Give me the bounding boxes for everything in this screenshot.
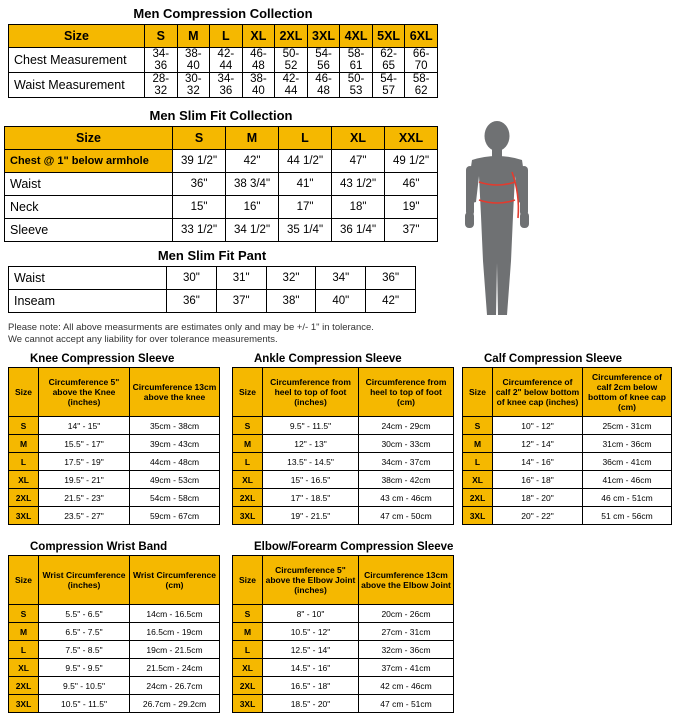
- col-header-cm: Circumference 13cm above the Elbow Joint: [359, 556, 454, 605]
- cell: 10.5" - 12": [263, 623, 359, 641]
- cell: 32cm - 36cm: [359, 641, 454, 659]
- ankle-title: Ankle Compression Sleeve: [254, 353, 402, 365]
- men-slim-fit-title: Men Slim Fit Collection: [149, 108, 293, 123]
- cell: 8" - 10": [263, 605, 359, 623]
- cell: 41cm - 46cm: [583, 471, 672, 489]
- calf-title: Calf Compression Sleeve: [484, 353, 623, 365]
- table-row: [9, 489, 220, 507]
- size-cell: M: [9, 435, 39, 453]
- row-label-chest: Chest @ 1" below armhole: [5, 150, 173, 173]
- cell: 30": [167, 267, 217, 290]
- row-label-waist: Waist: [9, 267, 167, 290]
- cell: 18" - 20": [493, 489, 583, 507]
- cell: 31": [216, 267, 266, 290]
- table-row: [233, 417, 454, 435]
- row-label-waist: Waist Measurement: [9, 73, 145, 98]
- cell: 15": [173, 196, 226, 219]
- cell: 18.5" - 20": [263, 695, 359, 713]
- col-header-xxl: XXL: [385, 127, 438, 150]
- table-row: [9, 435, 220, 453]
- col-header-2xl: 2XL: [275, 25, 308, 48]
- size-cell: S: [463, 417, 493, 435]
- table-row: [233, 677, 454, 695]
- table-row: [9, 73, 438, 98]
- cell: 13.5" - 14.5": [263, 453, 359, 471]
- cell: 14cm - 16.5cm: [130, 605, 220, 623]
- cell: 19": [385, 196, 438, 219]
- row-label-waist: Waist: [5, 173, 173, 196]
- cell: 21.5cm - 24cm: [130, 659, 220, 677]
- col-header-5xl: 5XL: [372, 25, 405, 48]
- table-row: [233, 435, 454, 453]
- size-cell: L: [233, 641, 263, 659]
- table-row: [233, 453, 454, 471]
- cell: 38-40: [242, 73, 275, 98]
- col-header-inches: Circumference 5" above the Knee (inches): [39, 368, 130, 417]
- cell: 18": [332, 196, 385, 219]
- col-header-s: S: [145, 25, 178, 48]
- size-cell: XL: [463, 471, 493, 489]
- cell: 17.5" - 19": [39, 453, 130, 471]
- table-row: [233, 507, 454, 525]
- cell: 30cm - 33cm: [359, 435, 454, 453]
- size-cell: L: [9, 453, 39, 471]
- cell: 23.5" - 27": [39, 507, 130, 525]
- size-cell: M: [233, 623, 263, 641]
- cell: 58-62: [405, 73, 438, 98]
- cell: 66-70: [405, 48, 438, 73]
- cell: 16": [226, 196, 279, 219]
- table-header-row: [233, 556, 454, 605]
- cell: 32": [266, 267, 316, 290]
- row-label-neck: Neck: [5, 196, 173, 219]
- cell: 49cm - 53cm: [130, 471, 220, 489]
- row-label-chest: Chest Measurement: [9, 48, 145, 73]
- cell: 34cm - 37cm: [359, 453, 454, 471]
- cell: 54-56: [307, 48, 340, 73]
- note-line2: We cannot accept any liability for over tolerance measurements.: [8, 334, 278, 345]
- table-row: [9, 605, 220, 623]
- men-slim-fit-pant-table: [8, 266, 416, 313]
- table-row: [5, 219, 438, 242]
- size-cell: S: [9, 605, 39, 623]
- col-header-cm: Wrist Circumference (cm): [130, 556, 220, 605]
- size-cell: 3XL: [9, 695, 39, 713]
- cell: 38-40: [177, 48, 210, 73]
- col-header-size: Size: [233, 556, 263, 605]
- cell: 41": [279, 173, 332, 196]
- calf-table: [462, 367, 672, 525]
- size-cell: L: [9, 641, 39, 659]
- table-header-row: [9, 25, 438, 48]
- ankle-table: [232, 367, 454, 525]
- table-row: [233, 605, 454, 623]
- cell: 16.5" - 18": [263, 677, 359, 695]
- men-compression-title: Men Compression Collection: [133, 6, 313, 21]
- table-row: [233, 489, 454, 507]
- col-header-cm: Circumference from heel to top of foot (cm): [359, 368, 454, 417]
- table-row: [9, 677, 220, 695]
- cell: 36cm - 41cm: [583, 453, 672, 471]
- cell: 49 1/2": [385, 150, 438, 173]
- size-cell: M: [463, 435, 493, 453]
- knee-table: [8, 367, 220, 525]
- col-header-m: M: [226, 127, 279, 150]
- size-cell: 3XL: [233, 507, 263, 525]
- table-row: [5, 173, 438, 196]
- size-cell: S: [9, 417, 39, 435]
- size-cell: XL: [233, 659, 263, 677]
- size-cell: XL: [233, 471, 263, 489]
- table-row: [9, 641, 220, 659]
- note-line1: All above measurments are estimates only and may be +/- 1" in tolerance.: [60, 322, 374, 333]
- col-header-m: M: [177, 25, 210, 48]
- table-row: [9, 659, 220, 677]
- cell: 20" - 22": [493, 507, 583, 525]
- table-row: [233, 695, 454, 713]
- size-cell: 3XL: [463, 507, 493, 525]
- size-cell: 2XL: [233, 489, 263, 507]
- table-header-row: [9, 368, 220, 417]
- size-cell: S: [233, 605, 263, 623]
- col-header-inches: Circumference from heel to top of foot (inches): [263, 368, 359, 417]
- col-header-cm: Circumference of calf 2cm below bottom of knee cap (cm): [583, 368, 672, 417]
- section-calf-compression-sleeve: [462, 353, 672, 525]
- cell: 36": [167, 290, 217, 313]
- cell: 43 cm - 46cm: [359, 489, 454, 507]
- disclaimer-note: [8, 322, 448, 346]
- section-knee-compression-sleeve: [8, 353, 220, 525]
- men-slim-fit-pant-title: Men Slim Fit Pant: [157, 248, 267, 263]
- table-row: [9, 695, 220, 713]
- cell: 5.5" - 6.5": [39, 605, 130, 623]
- col-header-6xl: 6XL: [405, 25, 438, 48]
- size-cell: M: [9, 623, 39, 641]
- cell: 19" - 21.5": [263, 507, 359, 525]
- col-header-s: S: [173, 127, 226, 150]
- cell: 25cm - 31cm: [583, 417, 672, 435]
- table-row: [463, 471, 672, 489]
- section-men-slim-fit-pant: [8, 246, 416, 313]
- cell: 9.5" - 10.5": [39, 677, 130, 695]
- cell: 36 1/4": [332, 219, 385, 242]
- table-row: [9, 48, 438, 73]
- cell: 42-44: [210, 48, 243, 73]
- cell: 42 cm - 46cm: [359, 677, 454, 695]
- cell: 51 cm - 56cm: [583, 507, 672, 525]
- cell: 37": [216, 290, 266, 313]
- cell: 37": [385, 219, 438, 242]
- cell: 46-48: [242, 48, 275, 73]
- table-row: [5, 150, 438, 173]
- cell: 44cm - 48cm: [130, 453, 220, 471]
- cell: 39cm - 43cm: [130, 435, 220, 453]
- cell: 58-61: [340, 48, 373, 73]
- section-ankle-compression-sleeve: [232, 353, 454, 525]
- table-row: [463, 435, 672, 453]
- cell: 21.5" - 23": [39, 489, 130, 507]
- cell: 16.5cm - 19cm: [130, 623, 220, 641]
- cell: 35 1/4": [279, 219, 332, 242]
- cell: 10.5" - 11.5": [39, 695, 130, 713]
- elbow-title: Elbow/Forearm Compression Sleeve: [254, 541, 454, 553]
- table-row: [233, 471, 454, 489]
- col-header-size: Size: [5, 127, 173, 150]
- size-cell: L: [233, 453, 263, 471]
- table-header-row: [9, 556, 220, 605]
- size-cell: L: [463, 453, 493, 471]
- cell: 62-65: [372, 48, 405, 73]
- table-row: [463, 489, 672, 507]
- col-header-xl: XL: [242, 25, 275, 48]
- cell: 27cm - 31cm: [359, 623, 454, 641]
- col-header-4xl: 4XL: [340, 25, 373, 48]
- cell: 43 1/2": [332, 173, 385, 196]
- men-compression-table: [8, 24, 438, 98]
- cell: 46 cm - 51cm: [583, 489, 672, 507]
- cell: 42": [366, 290, 416, 313]
- table-row: [463, 453, 672, 471]
- table-row: [9, 507, 220, 525]
- col-header-size: Size: [233, 368, 263, 417]
- size-cell: XL: [9, 471, 39, 489]
- cell: 50-53: [340, 73, 373, 98]
- cell: 26.7cm - 29.2cm: [130, 695, 220, 713]
- section-compression-wrist-band: [8, 541, 220, 713]
- table-row: [463, 417, 672, 435]
- cell: 36": [173, 173, 226, 196]
- table-row: [463, 507, 672, 525]
- size-cell: 2XL: [9, 677, 39, 695]
- table-row: [233, 659, 454, 677]
- table-row: [9, 471, 220, 489]
- cell: 34-36: [145, 48, 178, 73]
- size-cell: M: [233, 435, 263, 453]
- cell: 47 cm - 50cm: [359, 507, 454, 525]
- cell: 30-32: [177, 73, 210, 98]
- cell: 14" - 15": [39, 417, 130, 435]
- size-cell: XL: [9, 659, 39, 677]
- cell: 24cm - 29cm: [359, 417, 454, 435]
- cell: 39 1/2": [173, 150, 226, 173]
- cell: 34": [316, 267, 366, 290]
- col-header-l: L: [210, 25, 243, 48]
- table-header-row: [463, 368, 672, 417]
- size-cell: 2XL: [233, 677, 263, 695]
- col-header-cm: Circumference 13cm above the knee: [130, 368, 220, 417]
- table-row: [9, 453, 220, 471]
- size-cell: S: [233, 417, 263, 435]
- col-header-size: Size: [9, 25, 145, 48]
- wrist-title: Compression Wrist Band: [30, 541, 168, 553]
- size-cell: 2XL: [463, 489, 493, 507]
- cell: 12" - 14": [493, 435, 583, 453]
- table-row: [9, 290, 416, 313]
- note-lead: Please note:: [8, 322, 61, 333]
- col-header-3xl: 3XL: [307, 25, 340, 48]
- cell: 12.5" - 14": [263, 641, 359, 659]
- col-header-xl: XL: [332, 127, 385, 150]
- row-label-inseam: Inseam: [9, 290, 167, 313]
- cell: 34-36: [210, 73, 243, 98]
- cell: 7.5" - 8.5": [39, 641, 130, 659]
- cell: 9.5" - 9.5": [39, 659, 130, 677]
- cell: 9.5" - 11.5": [263, 417, 359, 435]
- cell: 36": [366, 267, 416, 290]
- table-row: [9, 267, 416, 290]
- cell: 37cm - 41cm: [359, 659, 454, 677]
- cell: 54cm - 58cm: [130, 489, 220, 507]
- cell: 19.5" - 21": [39, 471, 130, 489]
- size-cell: 3XL: [9, 507, 39, 525]
- cell: 59cm - 67cm: [130, 507, 220, 525]
- cell: 38cm - 42cm: [359, 471, 454, 489]
- cell: 33 1/2": [173, 219, 226, 242]
- cell: 17" - 18.5": [263, 489, 359, 507]
- cell: 20cm - 26cm: [359, 605, 454, 623]
- row-label-sleeve: Sleeve: [5, 219, 173, 242]
- cell: 16" - 18": [493, 471, 583, 489]
- col-header-size: Size: [9, 556, 39, 605]
- table-header-row: [233, 368, 454, 417]
- cell: 17": [279, 196, 332, 219]
- cell: 38 3/4": [226, 173, 279, 196]
- cell: 15.5" - 17": [39, 435, 130, 453]
- cell: 42": [226, 150, 279, 173]
- cell: 38": [266, 290, 316, 313]
- cell: 34 1/2": [226, 219, 279, 242]
- cell: 40": [316, 290, 366, 313]
- cell: 15" - 16.5": [263, 471, 359, 489]
- col-header-size: Size: [9, 368, 39, 417]
- table-row: [233, 641, 454, 659]
- knee-title: Knee Compression Sleeve: [30, 353, 175, 365]
- cell: 10" - 12": [493, 417, 583, 435]
- col-header-inches: Wrist Circumference (inches): [39, 556, 130, 605]
- cell: 14" - 16": [493, 453, 583, 471]
- elbow-table: [232, 555, 454, 713]
- cell: 6.5" - 7.5": [39, 623, 130, 641]
- wrist-table: [8, 555, 220, 713]
- cell: 12" - 13": [263, 435, 359, 453]
- cell: 50-52: [275, 48, 308, 73]
- col-header-size: Size: [463, 368, 493, 417]
- section-men-compression: [8, 4, 438, 98]
- cell: 31cm - 36cm: [583, 435, 672, 453]
- table-row: [233, 623, 454, 641]
- col-header-inches: Circumference 5" above the Elbow Joint (inches): [263, 556, 359, 605]
- cell: 44 1/2": [279, 150, 332, 173]
- section-elbow-forearm-compression-sleeve: [232, 541, 454, 713]
- cell: 47 cm - 51cm: [359, 695, 454, 713]
- size-cell: 2XL: [9, 489, 39, 507]
- section-men-slim-fit: [4, 106, 438, 242]
- cell: 19cm - 21.5cm: [130, 641, 220, 659]
- male-body-silhouette-icon: [442, 120, 552, 320]
- table-row: [9, 417, 220, 435]
- cell: 46": [385, 173, 438, 196]
- cell: 14.5" - 16": [263, 659, 359, 677]
- cell: 47": [332, 150, 385, 173]
- cell: 35cm - 38cm: [130, 417, 220, 435]
- table-row: [5, 196, 438, 219]
- col-header-inches: Circumference of calf 2" below bottom of knee cap (inches): [493, 368, 583, 417]
- cell: 46-48: [307, 73, 340, 98]
- mannequin-figure: [442, 120, 552, 320]
- cell: 54-57: [372, 73, 405, 98]
- cell: 42-44: [275, 73, 308, 98]
- table-header-row: [5, 127, 438, 150]
- cell: 24cm - 26.7cm: [130, 677, 220, 695]
- men-slim-fit-table: [4, 126, 438, 242]
- cell: 28-32: [145, 73, 178, 98]
- col-header-l: L: [279, 127, 332, 150]
- table-row: [9, 623, 220, 641]
- size-cell: 3XL: [233, 695, 263, 713]
